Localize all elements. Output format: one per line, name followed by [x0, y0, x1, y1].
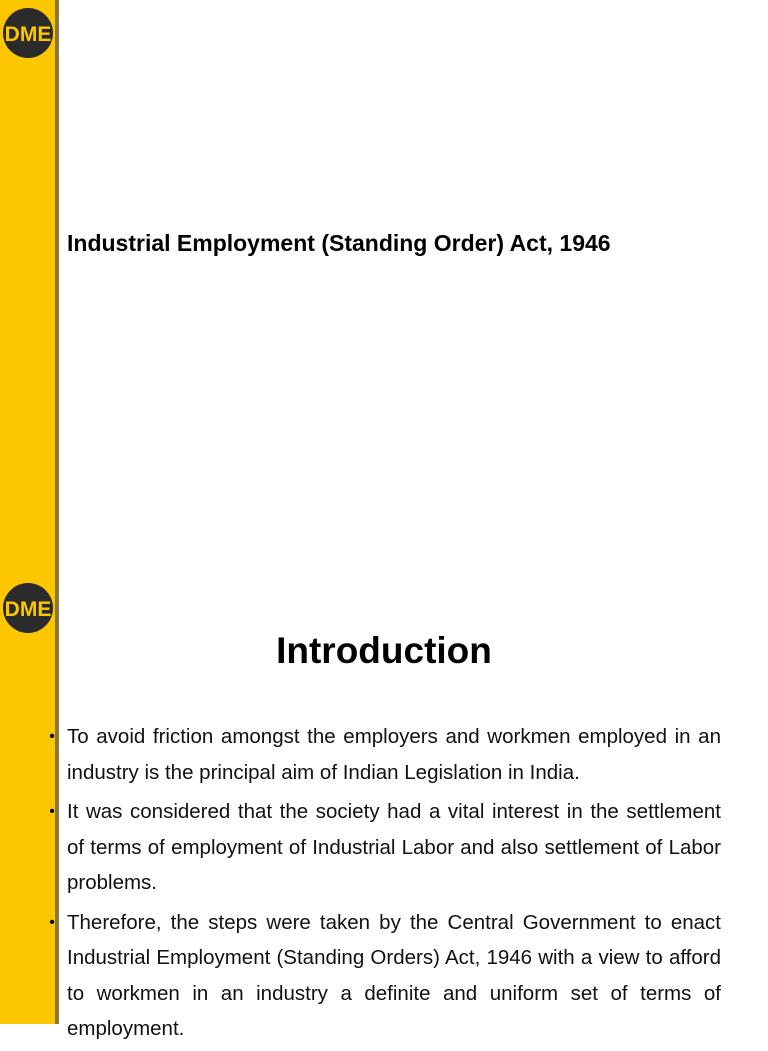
slide-title: Industrial Employment (Standing Order) Act, 1946	[67, 230, 611, 256]
slide-2	[0, 575, 768, 1040]
bullet-list	[49, 719, 721, 1051]
bullet-item	[49, 905, 721, 1047]
logo-text: DME	[4, 598, 52, 621]
bullet-icon: •	[49, 728, 55, 745]
sidebar-edge	[55, 0, 59, 575]
dme-logo-icon	[3, 583, 53, 633]
sidebar-stripe	[0, 0, 55, 575]
bullet-item	[49, 719, 721, 790]
bullet-text: To avoid friction amongst the employers and workmen employed in an industry is the principal aim of Indian Legislation in India.	[67, 725, 721, 784]
dme-logo-svg	[3, 8, 53, 58]
bullet-text: It was considered that the society had a vital interest in the settlement of terms of employment of Industrial Labor and also settlement of Labor problems.	[67, 800, 721, 894]
slide-title: Introduction	[276, 630, 492, 671]
logo-text: DME	[4, 23, 52, 46]
bullet-icon: •	[49, 913, 55, 931]
bullet-text: Therefore, the steps were taken by the Central Government to enact Industrial Employment (Standing Orders) Act, 1946 with a view to afford to workmen in an industry a definite and uniform set of terms of employment.	[67, 910, 721, 1040]
dme-logo-icon	[3, 8, 53, 58]
bullet-icon: •	[49, 803, 55, 820]
dme-logo-svg	[3, 583, 53, 633]
bullet-item	[49, 794, 721, 901]
